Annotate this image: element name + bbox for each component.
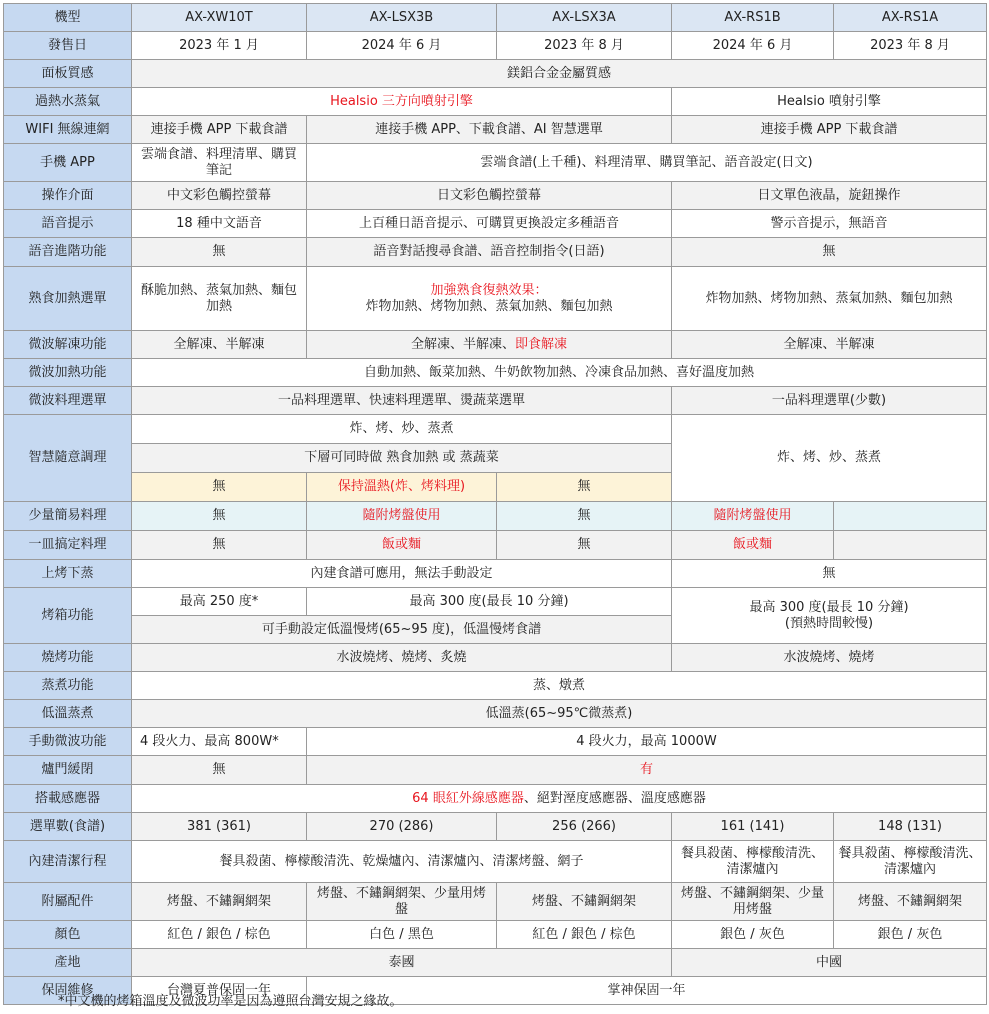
row-label: 爐門緩閉: [4, 756, 132, 785]
model-ax-rs1b: AX-RS1B: [672, 4, 834, 32]
cell: 161 (141): [672, 813, 834, 841]
origin-row: [4, 949, 987, 977]
panel-row: [4, 60, 987, 88]
cell: 水波燒烤、燒烤: [672, 644, 987, 672]
cell: 全解凍、半解凍: [672, 331, 987, 359]
door-row: [4, 756, 987, 785]
spec-table: [3, 3, 987, 1005]
grill-row: [4, 560, 987, 588]
cell: 無: [132, 473, 307, 502]
cell: 連接手機 APP、下載食譜、AI 智慧選單: [307, 116, 672, 144]
cell: 鎂鋁合金金屬質感: [132, 60, 987, 88]
row-label: 顏色: [4, 921, 132, 949]
oven-preheat-note: (預熱時間較慢): [784, 615, 874, 631]
cell: [834, 502, 987, 531]
cell: 無: [497, 473, 672, 502]
row-label: 微波解凍功能: [4, 331, 132, 359]
voice-adv-row: [4, 238, 987, 267]
cell: 保持溫熱(炸、烤料理): [307, 473, 497, 502]
cell: 無: [132, 502, 307, 531]
row-label: 操作介面: [4, 182, 132, 210]
model-ax-rs1a: AX-RS1A: [834, 4, 987, 32]
cell: 烤盤、不鏽鋼網架: [834, 883, 987, 921]
cell: 381 (361): [132, 813, 307, 841]
cell: 有: [307, 756, 987, 785]
row-label: 附屬配件: [4, 883, 132, 921]
cell: 銀色 / 灰色: [834, 921, 987, 949]
cell: Healsio 三方向噴射引擎: [132, 88, 672, 116]
menus-row: [4, 813, 987, 841]
row-label: 手動微波功能: [4, 728, 132, 756]
row-label: 手機 APP: [4, 144, 132, 182]
cell: 低溫蒸(65~95℃微蒸煮): [132, 700, 987, 728]
row-label: 低溫蒸煮: [4, 700, 132, 728]
cell: 雲端食譜(上千種)、料理清單、購買筆記、語音設定(日文): [307, 144, 987, 182]
sensor-text: 、絕對溼度感應器、溫度感應器: [523, 790, 706, 806]
bake-row: [4, 644, 987, 672]
cell: 飯或麵: [672, 531, 834, 560]
row-label: 語音進階功能: [4, 238, 132, 267]
row-label: 智慧隨意調理: [4, 415, 132, 502]
voice-row: [4, 210, 987, 238]
micro-menu-row: [4, 387, 987, 415]
cell: 無: [672, 238, 987, 267]
oneplate-row: [4, 531, 987, 560]
cell: 飯或麵: [307, 531, 497, 560]
row-label: 保固維修: [4, 977, 132, 1005]
row-label: 過熱水蒸氣: [4, 88, 132, 116]
cell: [307, 331, 672, 359]
wifi-row: [4, 116, 987, 144]
cell: 18 種中文語音: [132, 210, 307, 238]
steam-fn-row: [4, 672, 987, 700]
cell: 270 (286): [307, 813, 497, 841]
cell: 烤盤、不鏽鋼網架、少量用烤盤: [307, 883, 497, 921]
cell: 炸物加熱、烤物加熱、蒸氣加熱、麵包加熱: [672, 267, 987, 331]
row-label: 微波料理選單: [4, 387, 132, 415]
defrost-text: 全解凍、半解凍、: [410, 336, 515, 352]
cell: 2023 年 8 月: [497, 32, 672, 60]
cell: 4 段火力、最高 800W*: [132, 728, 307, 756]
cell: 無: [672, 560, 987, 588]
footnote: *中文機的烤箱溫度及微波功率是因為遵照台灣安規之緣故。: [58, 994, 403, 1009]
row-label: 蒸煮功能: [4, 672, 132, 700]
cell: 2023 年 8 月: [834, 32, 987, 60]
cell: 蒸、燉煮: [132, 672, 987, 700]
ui-row: [4, 182, 987, 210]
color-row: [4, 921, 987, 949]
cell: 最高 300 度(最長 10 分鐘): [307, 588, 672, 616]
cell: 隨附烤盤使用: [672, 502, 834, 531]
row-label: 一皿搞定料理: [4, 531, 132, 560]
cell: 雲端食譜、料理清單、購買筆記: [132, 144, 307, 182]
cell: 148 (131): [834, 813, 987, 841]
cell: [834, 531, 987, 560]
steam-row: [4, 88, 987, 116]
row-label: 烤箱功能: [4, 588, 132, 644]
cell: 掌神保固一年: [307, 977, 987, 1005]
cell: 中文彩色觸控螢幕: [132, 182, 307, 210]
row-label: 語音提示: [4, 210, 132, 238]
row-label: 搭載感應器: [4, 785, 132, 813]
cell: 烤盤、不鏽鋼網架: [497, 883, 672, 921]
cell: 下層可同時做 熟食加熱 或 蒸蔬菜: [132, 444, 672, 473]
model-ax-lsx3b: AX-LSX3B: [307, 4, 497, 32]
row-label: 產地: [4, 949, 132, 977]
cell: 連接手機 APP 下載食譜: [672, 116, 987, 144]
cell: 無: [497, 502, 672, 531]
cell: 炸、烤、炒、蒸煮: [672, 415, 987, 502]
cell: 泰國: [132, 949, 672, 977]
defrost-row: [4, 331, 987, 359]
oven-max-temp: 最高 300 度(最長 10 分鐘): [749, 599, 909, 615]
cell: 語音對話搜尋食譜、語音控制指令(日語): [307, 238, 672, 267]
cell: 白色 / 黑色: [307, 921, 497, 949]
row-label: 少量簡易料理: [4, 502, 132, 531]
cell: 餐具殺菌、檸檬酸清洗、清潔爐內: [834, 841, 987, 883]
row-label: 內建清潔行程: [4, 841, 132, 883]
smart-row-1: [4, 415, 987, 444]
cell: [672, 588, 987, 644]
header-row: [4, 4, 987, 32]
manual-row: [4, 728, 987, 756]
row-label: 上烤下蒸: [4, 560, 132, 588]
cell: 中國: [672, 949, 987, 977]
header-label: 機型: [4, 4, 132, 32]
cell: 上百種日語音提示、可購買更換設定多種語音: [307, 210, 672, 238]
oven-row-1: [4, 588, 987, 616]
cell: 連接手機 APP 下載食譜: [132, 116, 307, 144]
row-label: 燒烤功能: [4, 644, 132, 672]
cell: 酥脆加熱、蒸氣加熱、麵包加熱: [132, 267, 307, 331]
cell: 4 段火力，最高 1000W: [307, 728, 987, 756]
cell: 內建食譜可應用，無法手動設定: [132, 560, 672, 588]
row-label: 熟食加熱選單: [4, 267, 132, 331]
cell: 無: [497, 531, 672, 560]
cell: 日文彩色觸控螢幕: [307, 182, 672, 210]
cell: Healsio 噴射引擎: [672, 88, 987, 116]
cell: 一品料理選單(少數): [672, 387, 987, 415]
acc-row: [4, 883, 987, 921]
cell: 一品料理選單、快速料理選單、燙蔬菜選單: [132, 387, 672, 415]
cell: 烤盤、不鏽鋼網架、少量用烤盤: [672, 883, 834, 921]
cell: 2024 年 6 月: [672, 32, 834, 60]
small-row: [4, 502, 987, 531]
clean-row: [4, 841, 987, 883]
cell: 烤盤、不鏽鋼網架: [132, 883, 307, 921]
cell: 無: [132, 531, 307, 560]
reheat-detail: 炸物加熱、烤物加熱、蒸氣加熱、麵包加熱: [365, 298, 613, 314]
cell: 最高 250 度*: [132, 588, 307, 616]
cell: 隨附烤盤使用: [307, 502, 497, 531]
defrost-highlight: 即食解凍: [515, 336, 568, 352]
cell: 可手動設定低溫慢烤(65~95 度)，低溫慢烤食譜: [132, 616, 672, 644]
cell: 日文單色液晶，旋鈕操作: [672, 182, 987, 210]
app-row: [4, 144, 987, 182]
cell: 2023 年 1 月: [132, 32, 307, 60]
row-label: 選單數(食譜): [4, 813, 132, 841]
row-label: 發售日: [4, 32, 132, 60]
row-label: 微波加熱功能: [4, 359, 132, 387]
row-label: WIFI 無線連網: [4, 116, 132, 144]
sensor-row: [4, 785, 987, 813]
cell: 全解凍、半解凍: [132, 331, 307, 359]
micro-heat-row: [4, 359, 987, 387]
cell: 無: [132, 756, 307, 785]
low-steam-row: [4, 700, 987, 728]
cell: 自動加熱、飯菜加熱、牛奶飲物加熱、冷凍食品加熱、喜好溫度加熱: [132, 359, 987, 387]
cell: 餐具殺菌、檸檬酸清洗、乾燥爐內、清潔爐內、清潔烤盤、網子: [132, 841, 672, 883]
cell: 警示音提示，無語音: [672, 210, 987, 238]
row-label: 面板質感: [4, 60, 132, 88]
cell: 炸、烤、炒、蒸煮: [132, 415, 672, 444]
model-ax-lsx3a: AX-LSX3A: [497, 4, 672, 32]
reheat-highlight: 加強熟食復熱效果：: [430, 282, 548, 298]
cell: 2024 年 6 月: [307, 32, 497, 60]
cell: 台灣夏普保固一年: [132, 977, 307, 1005]
cell: 紅色 / 銀色 / 棕色: [132, 921, 307, 949]
cell: 無: [132, 238, 307, 267]
cell: 銀色 / 灰色: [672, 921, 834, 949]
cell: 紅色 / 銀色 / 棕色: [497, 921, 672, 949]
sensor-highlight: 64 眼紅外線感應器: [412, 790, 524, 806]
cell: 水波燒烤、燒烤、炙燒: [132, 644, 672, 672]
cell: 256 (266): [497, 813, 672, 841]
reheat-row: [4, 267, 987, 331]
release-row: [4, 32, 987, 60]
cell: [132, 785, 987, 813]
cell: [307, 267, 672, 331]
model-ax-xw10t: AX-XW10T: [132, 4, 307, 32]
cell: 餐具殺菌、檸檬酸清洗、清潔爐內: [672, 841, 834, 883]
